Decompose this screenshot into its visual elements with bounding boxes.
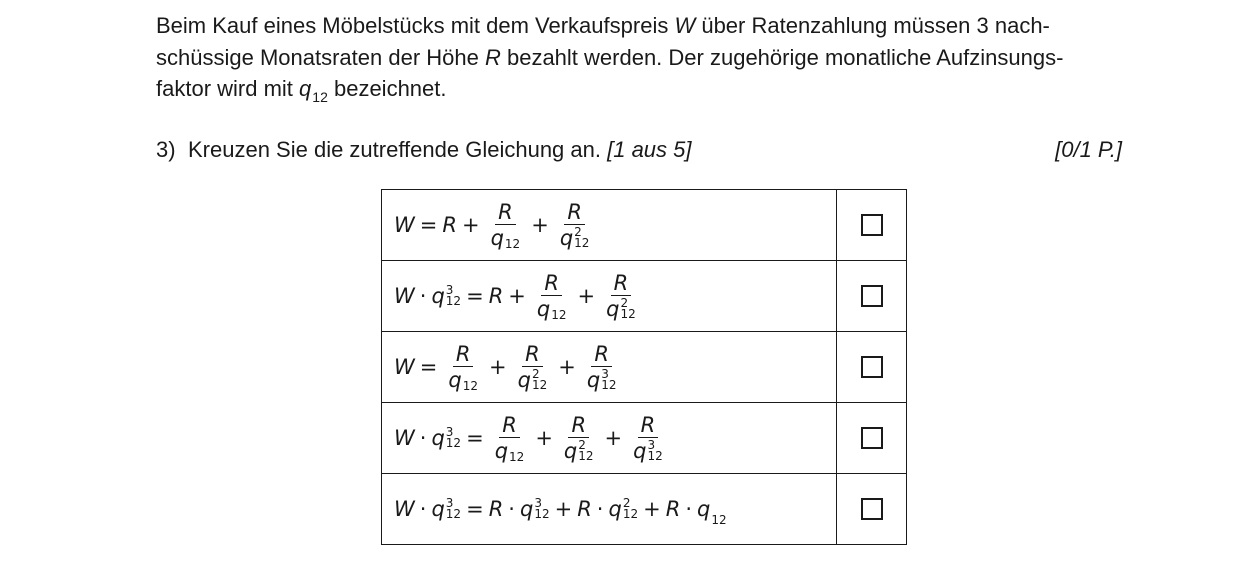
answer-row [382,474,907,545]
subscript: 12 [647,448,663,463]
numerator: R [495,200,516,225]
intro-line-2-a: schüssige Monatsraten der Höhe [156,44,485,70]
equation-cell [382,190,837,261]
eq-sym: q [633,438,647,463]
fraction [561,413,597,464]
eq-sym: q [490,225,504,250]
eq-sym: R [488,497,504,521]
superscript: 2 [531,366,540,381]
eq-sym: W [394,355,415,379]
subscript: 12 [574,235,590,250]
fraction [557,200,593,251]
eq-op: · [419,426,427,450]
equation-cell [382,403,837,474]
subscript: 12 [445,294,462,308]
checkbox-cell [837,261,907,332]
superscript: 3 [534,496,542,510]
intro-line-1-a: Beim Kauf eines Möbelstücks mit dem Verkaufspreis [156,13,675,38]
eq-sym: q [431,497,445,521]
subscript: 12 [711,513,727,527]
subscript: 12 [531,377,548,392]
eq-op: + [554,497,573,521]
intro-var-R: R [484,44,501,70]
equation-cell [382,474,837,545]
fraction [515,342,551,393]
eq-op: + [535,426,553,450]
fraction [603,271,639,322]
task-header [156,135,1122,165]
answer-checkbox-5[interactable] [861,498,883,520]
intro-line-1 [156,10,1156,42]
equation-5 [394,496,727,527]
eq-op: + [508,284,526,308]
fraction [630,413,666,464]
numerator: R [453,342,474,367]
denominator [584,367,620,393]
eq-op: + [461,213,480,237]
superscript: 3 [445,425,454,439]
eq-sym: q [608,497,622,521]
eq-sym: R [665,497,681,521]
eq-op: + [643,497,661,521]
equation-3 [394,342,622,393]
eq-sym: R [488,284,504,308]
superscript: 2 [574,224,582,239]
equation-4 [394,413,669,464]
answer-table [381,189,907,545]
eq-op: · [419,284,427,308]
answer-row [382,332,907,403]
intro-line-1-b: über Ratenzahlung müssen 3 nach- [695,13,1050,38]
subscript: 12 [622,507,639,521]
denominator [561,438,597,464]
eq-op: = [466,497,484,521]
eq-sym: q [519,497,534,521]
fraction [488,200,524,251]
eq-op: · [685,497,692,521]
intro-var-W: W [674,13,696,38]
eq-op: · [596,497,604,521]
task-instruction-text: Kreuzen Sie die zutreffende Gleichung an. [188,137,608,162]
fraction [584,342,620,393]
answer-checkbox-4[interactable] [861,427,883,449]
intro-var-q-sub: 12 [312,89,328,105]
eq-sym: W [394,284,415,308]
task-instruction [188,135,692,165]
answer-checkbox-3[interactable] [861,356,883,378]
fraction [445,342,481,393]
subscript: 12 [601,377,617,392]
task-number: 3) [156,137,176,162]
superscript: 3 [445,283,454,297]
eq-op: · [508,497,515,521]
intro-var-q: q [299,76,312,101]
answer-row [382,190,907,261]
subscript: 12 [445,507,462,521]
subscript: 12 [462,378,478,393]
checkbox-cell [837,332,907,403]
subscript: 12 [620,306,636,321]
superscript: 3 [647,437,656,452]
subscript: 12 [534,507,550,521]
answer-checkbox-1[interactable] [861,214,883,236]
fraction [534,271,570,322]
subscript: 12 [509,449,525,464]
eq-op: = [419,355,438,379]
eq-op: + [604,426,623,450]
eq-op: = [466,426,484,450]
subscript: 12 [504,236,521,251]
denominator [534,296,570,322]
numerator: R [568,413,589,438]
superscript: 3 [601,366,609,381]
intro-line-2 [156,42,1156,74]
denominator [488,225,524,251]
fraction [492,413,528,464]
checkbox-cell [837,403,907,474]
eq-sym: q [431,426,445,450]
denominator [492,438,528,464]
subscript: 12 [578,448,594,463]
eq-sym: R [442,213,457,237]
numerator: R [591,342,612,367]
denominator [557,225,593,251]
equation-1 [394,200,595,251]
eq-op: = [419,213,438,237]
answer-row [382,403,907,474]
task-points: [0/1 P.] [1055,137,1122,162]
superscript: 2 [578,437,586,452]
eq-sym: W [394,213,415,237]
eq-op: + [577,284,596,308]
answer-checkbox-2[interactable] [861,285,883,307]
intro-line-2-b: bezahlt werden. Der zugehörige monatliche Aufzinsungs- [500,44,1064,70]
superscript: 2 [620,295,629,310]
intro-line-3-a: faktor wird mit [156,76,300,101]
superscript: 2 [622,496,631,510]
checkbox-cell [837,190,907,261]
eq-sym: W [394,426,415,450]
equation-2 [394,271,642,322]
superscript: 3 [445,496,454,510]
eq-op: = [466,284,484,308]
eq-op: + [558,355,576,379]
numerator: R [499,413,520,438]
checkbox-cell [837,474,907,545]
equation-cell [382,332,837,403]
numerator: R [522,342,543,367]
subscript: 12 [551,307,567,322]
intro-line-3 [156,73,1156,114]
eq-op: · [419,497,427,521]
eq-op: + [489,355,507,379]
denominator [515,367,551,393]
eq-op: + [531,213,549,237]
eq-sym: q [431,284,445,308]
eq-sym: q [448,367,462,392]
numerator: R [611,271,632,296]
answer-row [382,261,907,332]
eq-sym: q [517,367,531,392]
intro-line-3-b: bezeichnet. [327,76,447,101]
numerator: R [638,413,659,438]
eq-sym: q [559,225,574,250]
eq-sym: q [563,438,578,463]
denominator [630,438,666,464]
eq-sym: R [577,497,592,521]
eq-sym: q [494,438,509,463]
denominator [603,296,639,322]
numerator: R [541,271,562,296]
eq-sym: q [536,296,551,321]
eq-sym: W [394,497,415,521]
task-hint: [1 aus 5] [607,137,692,162]
intro-text [156,10,1156,114]
equation-cell [382,261,837,332]
eq-sym: q [586,367,601,392]
eq-sym: q [606,296,620,321]
denominator [445,367,481,393]
eq-sym: q [697,497,711,521]
subscript: 12 [445,436,462,450]
numerator: R [564,200,585,225]
